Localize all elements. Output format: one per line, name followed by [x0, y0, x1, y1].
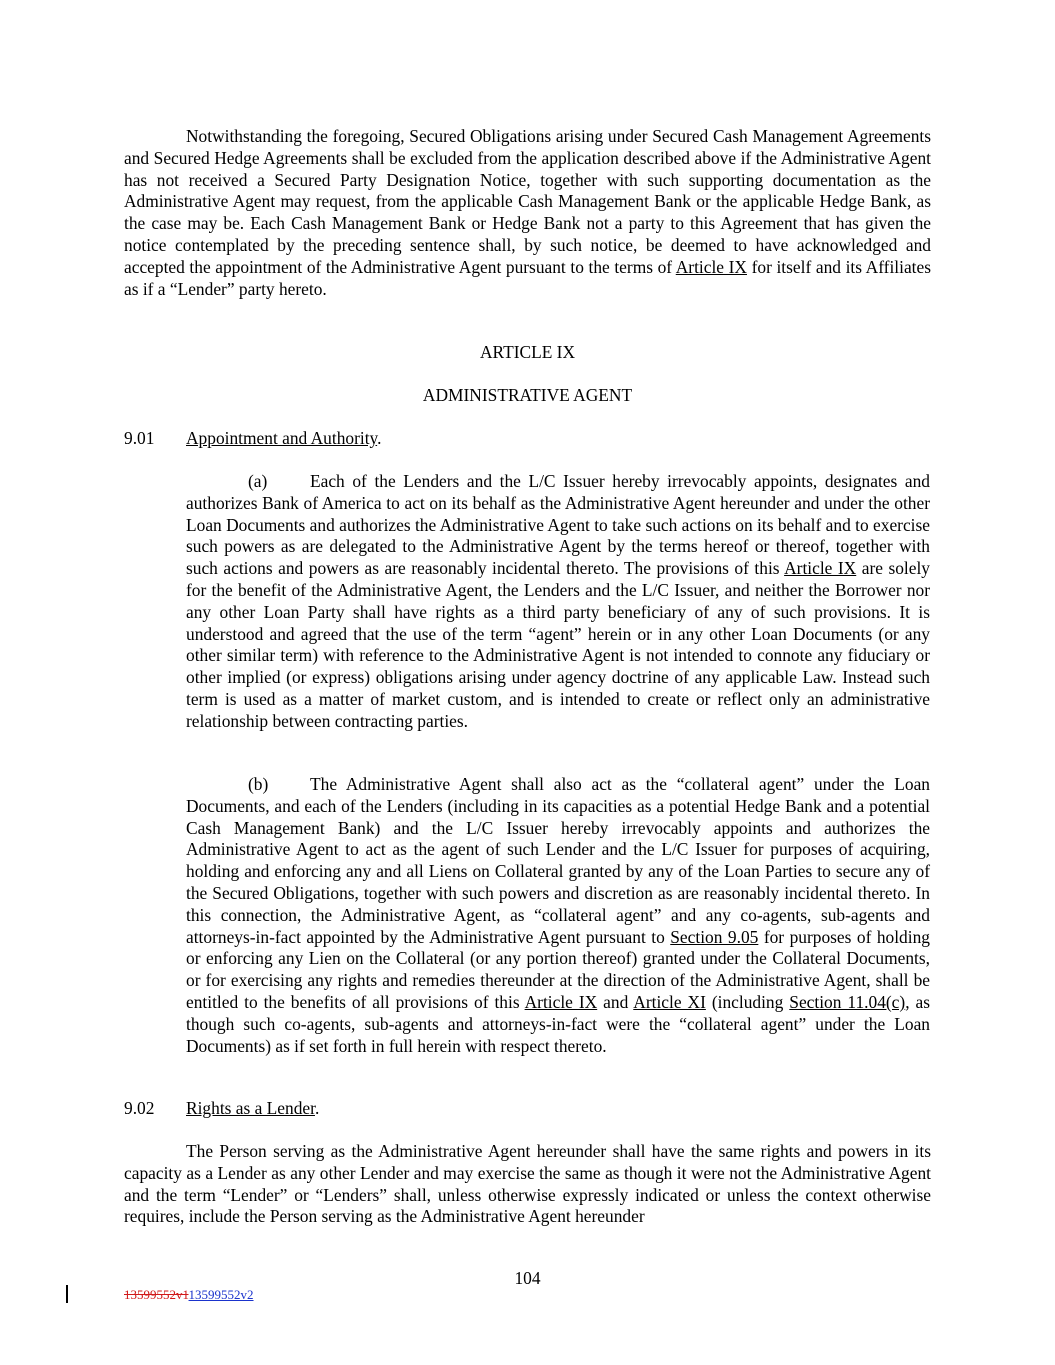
article-number: ARTICLE IX — [479, 342, 576, 362]
clause-9-01-a: (a) Each of the Lenders and the L/C Issuer hereby irrevocably appoints, designates and authorizes Bank of America to act on its behalf as the Administrative Agent hereunder and under the other Loan Documents and authorizes the Administrative Agent to take such actions on its behalf and to exercise such powers as are delegated to the Administrative Agent by the terms hereof or thereof, together with such actions and powers as are reasonably incidental thereto. The provisions of this Article IX are solely for the benefit of the Administrative Agent, the Lenders and the L/C Issuer, and neither the Borrower nor any other Loan Party shall have rights as a third party beneficiary of any of such provisions. It is understood and agreed that the use of the term “agent” herein or in any other Loan Documents (or any other similar term) with reference to the Administrative Agent is not intended to connote any fiduciary or other implied (or express) obligations arising under agency doctrine of any applicable Law. Instead such term is used as a matter of market custom, and is intended to create or reflect only an administrative relationship between contracting parties. — [186, 471, 931, 731]
article-title: ADMINISTRATIVE AGENT — [422, 385, 633, 405]
clause-label: (b) — [248, 774, 269, 794]
article-xi-reference: Article XI — [633, 991, 706, 1012]
section-9-05-reference: Section 9.05 — [670, 926, 759, 947]
article-ix-reference: Article IX — [675, 256, 747, 277]
section-title: Appointment and Authority — [186, 428, 378, 448]
change-bar — [66, 1285, 68, 1303]
clause-9-01-b: (b) The Administrative Agent shall also act as the “collateral agent” under the Loan Documents, and each of the Lenders (including in its capacities as a potential Hedge Bank and a potential Cash Management Bank) and the L/C Issuer hereby irrevocably appoints and authorizes the Administrative Agent to act as the agent of such Lender and the L/C Issuer for purposes of acquiring, holding and enforcing any and all Liens on Collateral granted by any of the Loan Parties to secure any of the Secured Obligations, together with such powers and discretion as are reasonably incidental thereto. In this connection, the Administrative Agent, as “collateral agent” and any co-agents, sub-agents and attorneys-in-fact appointed by the Administrative Agent pursuant to Section 9.05 for purposes of holding or enforcing any Lien on the Collateral (or any portion thereof) granted under the Collateral Documents, or for exercising any rights and remedies thereunder at the direction of the Administrative Agent, shall be entitled to the benefits of all provisions of this Article IX and Article XI (including Section 11.04(c), as though such co-agents, sub-agents and attorneys-in-fact were the “collateral agent” under the Loan Documents) as if set forth in full herein with respect thereto. — [186, 774, 930, 1056]
section-9-01-heading: 9.01 Appointment and Authority. — [124, 428, 382, 448]
document-id — [124, 1287, 254, 1303]
section-11-04-c-reference: Section 11.04(c) — [789, 991, 906, 1012]
document-id-deleted: 13599552v1 — [124, 1287, 189, 1302]
article-ix-reference: Article IX — [524, 991, 598, 1012]
page-number: 104 — [514, 1268, 541, 1288]
section-number: 9.02 — [124, 1098, 155, 1118]
article-ix-reference: Article IX — [784, 558, 857, 579]
paragraph-rights-as-lender: The Person serving as the Administrative Agent hereunder shall have the same rights and powers in its capacity as a Lender as any other Lender and may exercise the same as though it were not the Administrative Agent and the term “Lender” or “Lenders” shall, unless otherwise expressly indicated or unless the context otherwise requires, include the Person serving as the Administrative Agent hereunder — [124, 1141, 931, 1227]
section-number: 9.01 — [124, 428, 155, 448]
paragraph-secured-obligations: Notwithstanding the foregoing, Secured Obligations arising under Secured Cash Management Agreements and Secured Hedge Agreements shall be excluded from the application described above if the Administrative Agent has not received a Secured Party Designation Notice, together with such supporting documentation as the Administrative Agent may request, from the applicable Cash Management Bank or the applicable Hedge Bank, as the case may be. Each Cash Management Bank or Hedge Bank not a party to this Agreement that has given the notice contemplated by the preceding sentence shall, by such notice, be deemed to have acknowledged and accepted the appointment of the Administrative Agent pursuant to the terms of Article IX for itself and its Affiliates as if a “Lender” party hereto. — [124, 126, 932, 299]
section-9-02-heading: 9.02 Rights as a Lender. — [124, 1098, 320, 1118]
document-id-inserted: 13599552v2 — [188, 1287, 254, 1302]
clause-label: (a) — [248, 471, 268, 491]
section-title: Rights as a Lender — [186, 1098, 315, 1118]
